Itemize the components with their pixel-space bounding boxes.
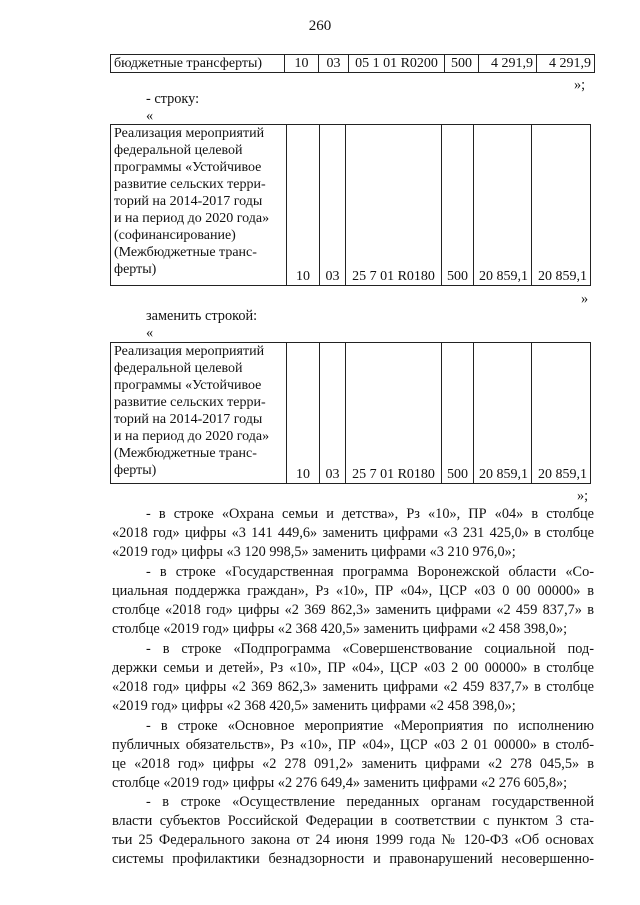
cell-pr: 03 bbox=[319, 55, 349, 73]
paragraph-2 bbox=[112, 563, 594, 639]
text-line: держки семьи и детей», Рз «10», ПР «04», ЦСР «03 2 00 00000» в столбце bbox=[112, 660, 594, 676]
text-line: - в строке «Основное мероприятие «Мероприятия по исполнению bbox=[146, 718, 594, 734]
cell-2019: 20 859,1 bbox=[532, 343, 591, 484]
text-line: столбце «2019 год» цифры «2 276 649,4» заменить цифрами «2 276 605,8»; bbox=[112, 775, 568, 791]
cell-csr: 05 1 01 R0200 bbox=[349, 55, 445, 73]
label-row: - строку: bbox=[146, 91, 200, 107]
name-line: программы «Устойчивое bbox=[114, 378, 262, 393]
name-line: развитие сельских терри- bbox=[114, 177, 266, 192]
cell-csr: 25 7 01 R0180 bbox=[346, 125, 442, 286]
cell-vr: 500 bbox=[442, 343, 474, 484]
cell-name bbox=[111, 343, 287, 484]
open-quote-2: « bbox=[146, 325, 154, 341]
paragraph-1 bbox=[112, 505, 594, 562]
cell-2019: 4 291,9 bbox=[537, 55, 595, 73]
text-line: «2018 год» цифры «2 369 862,3» заменить цифрами «2 459 837,7» в столбце bbox=[112, 679, 594, 695]
table-row bbox=[111, 343, 591, 484]
cell-2018: 20 859,1 bbox=[474, 343, 532, 484]
cell-2018: 4 291,9 bbox=[479, 55, 537, 73]
open-quote-1: « bbox=[146, 108, 154, 124]
name-line: и на период до 2020 года» bbox=[114, 211, 270, 226]
budget-table-top-row bbox=[110, 54, 595, 73]
budget-table-new-row bbox=[110, 342, 591, 484]
name-line: Реализация мероприятий bbox=[114, 344, 265, 359]
close-quote-2: » bbox=[581, 291, 589, 307]
cell-vr: 500 bbox=[442, 125, 474, 286]
cell-name bbox=[111, 125, 287, 286]
text-line: - в строке «Государственная программа Воронежской области «Со- bbox=[146, 564, 594, 580]
cell-2018: 20 859,1 bbox=[474, 125, 532, 286]
cell-name: бюджетные трансферты) bbox=[111, 55, 285, 73]
text-line: циальная поддержка граждан», Рз «10», ПР «04», ЦСР «03 0 00 00000» в bbox=[112, 583, 594, 599]
label-replace: заменить строкой: bbox=[146, 308, 258, 324]
cell-pr: 03 bbox=[320, 125, 346, 286]
close-quote-3: »; bbox=[577, 488, 589, 504]
text-line: - в строке «Подпрограмма «Совершенствование социальной под- bbox=[146, 641, 594, 657]
text-line: це «2018 год» цифры «2 278 091,2» заменить цифрами «2 278 045,5» в bbox=[112, 756, 594, 772]
text-line: тьи 25 Федерального закона от 24 июня 1999 года № 120-ФЗ «Об основах bbox=[112, 832, 594, 848]
name-line: Реализация мероприятий bbox=[114, 126, 265, 141]
name-line: (Межбюджетные транс- bbox=[114, 446, 257, 461]
cell-2019: 20 859,1 bbox=[532, 125, 591, 286]
name-line: торий на 2014-2017 годы bbox=[114, 194, 263, 209]
cell-rz: 10 bbox=[285, 55, 319, 73]
name-line: программы «Устойчивое bbox=[114, 160, 262, 175]
table-row bbox=[111, 125, 591, 286]
cell-csr: 25 7 01 R0180 bbox=[346, 343, 442, 484]
name-line: и на период до 2020 года» bbox=[114, 429, 270, 444]
text-line: публичных обязательств», Рз «10», ПР «04», ЦСР «03 2 01 00000» в столб- bbox=[112, 737, 594, 753]
name-line: федеральной целевой bbox=[114, 143, 243, 158]
name-line: ферты) bbox=[114, 463, 157, 478]
cell-pr: 03 bbox=[320, 343, 346, 484]
name-line: (Межбюджетные транс- bbox=[114, 245, 257, 260]
text-line: власти субъектов Российской Федерации в соответствии с пунктом 3 ста- bbox=[112, 813, 594, 829]
text-line: «2018 год» цифры «3 141 449,6» заменить цифрами «3 231 425,0» в столбце bbox=[112, 525, 594, 541]
close-quote-1: »; bbox=[574, 77, 586, 93]
paragraph-3 bbox=[112, 640, 594, 716]
cell-rz: 10 bbox=[287, 125, 320, 286]
table-row bbox=[111, 55, 595, 73]
paragraph-5 bbox=[112, 793, 594, 869]
cell-rz: 10 bbox=[287, 343, 320, 484]
paragraph-4 bbox=[112, 717, 594, 793]
text-line: столбце «2018 год» цифры «2 369 862,3» заменить цифрами «2 459 837,7» в bbox=[112, 602, 594, 618]
text-line: системы профилактики безнадзорности и правонарушений несовершенно- bbox=[112, 851, 594, 867]
text-line: - в строке «Осуществление переданных органам государственной bbox=[146, 794, 594, 810]
text-line: столбце «2019 год» цифры «2 368 420,5» заменить цифрами «2 458 398,0»; bbox=[112, 621, 568, 637]
text-line: - в строке «Охрана семьи и детства», Рз «10», ПР «04» в столбце bbox=[146, 506, 594, 522]
name-line: торий на 2014-2017 годы bbox=[114, 412, 263, 427]
cell-vr: 500 bbox=[445, 55, 479, 73]
budget-table-old-row bbox=[110, 124, 591, 286]
text-line: «2019 год» цифры «3 120 998,5» заменить цифрами «3 210 976,0»; bbox=[112, 544, 516, 560]
name-line: ферты) bbox=[114, 262, 157, 277]
name-line: (софинансирование) bbox=[114, 228, 236, 243]
name-line: федеральной целевой bbox=[114, 361, 243, 376]
page-number: 260 bbox=[308, 18, 332, 34]
text-line: «2019 год» цифры «2 368 420,5» заменить цифрами «2 458 398,0»; bbox=[112, 698, 516, 714]
name-line: развитие сельских терри- bbox=[114, 395, 266, 410]
